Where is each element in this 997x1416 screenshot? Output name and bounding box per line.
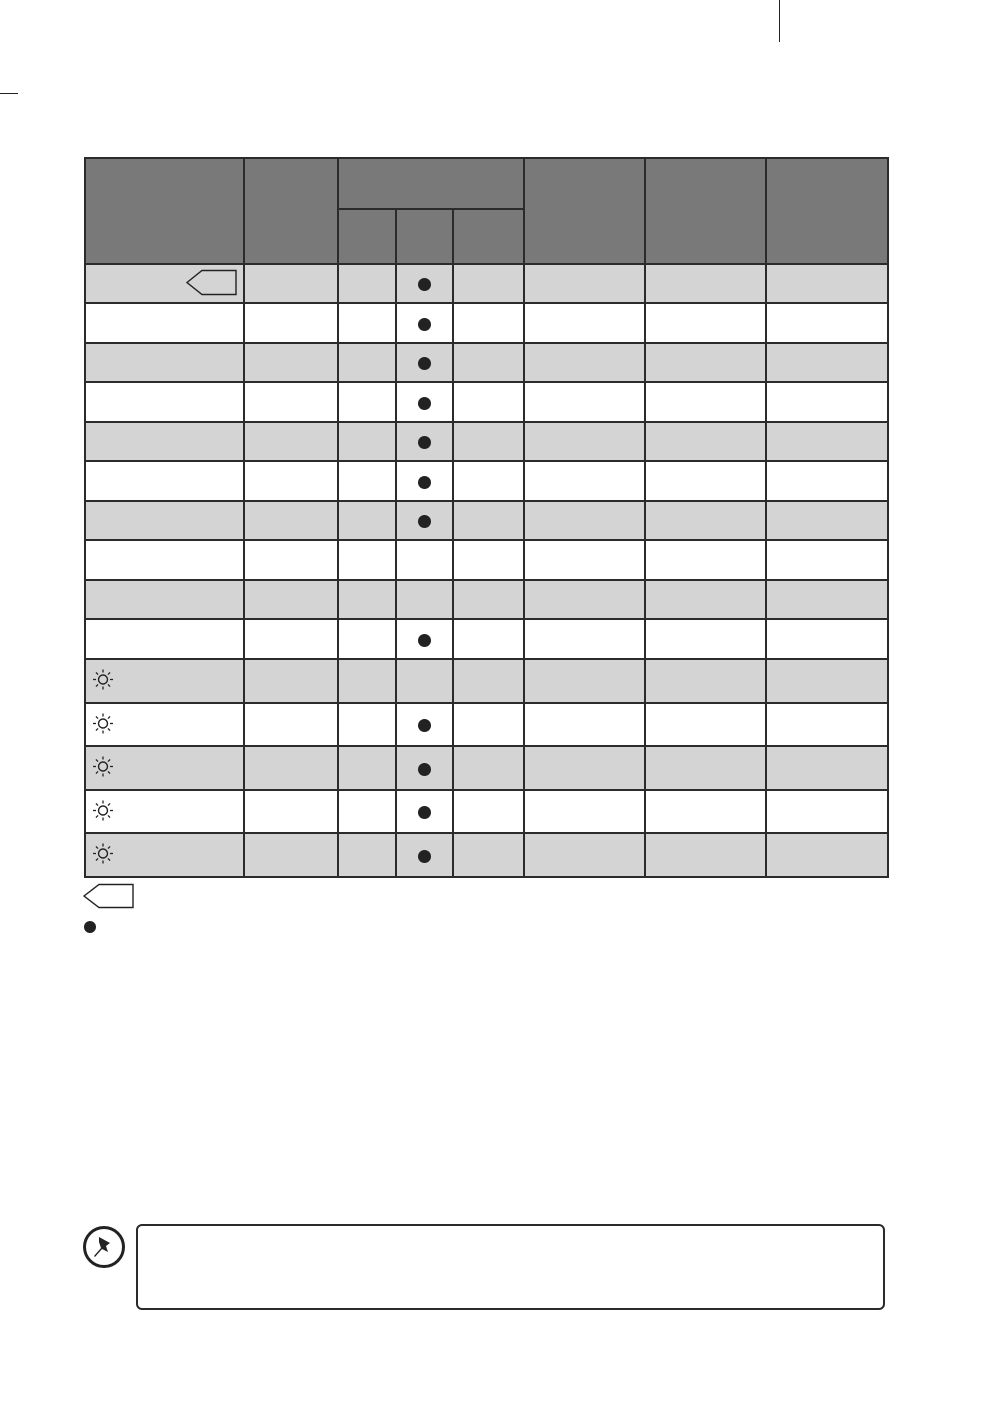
header-sub-2 bbox=[396, 209, 453, 264]
table-cell bbox=[85, 382, 244, 422]
table-cell bbox=[396, 790, 453, 833]
table-cell bbox=[338, 703, 396, 746]
table-cell bbox=[766, 422, 888, 461]
sun-icon bbox=[92, 843, 114, 868]
table-cell bbox=[453, 303, 524, 343]
table-cell bbox=[85, 264, 244, 303]
table-cell bbox=[524, 746, 645, 790]
table-cell bbox=[85, 746, 244, 790]
table-cell bbox=[524, 540, 645, 580]
filled-dot-icon bbox=[418, 515, 431, 528]
table-cell bbox=[396, 703, 453, 746]
header-col-6 bbox=[766, 158, 888, 264]
table-cell bbox=[524, 422, 645, 461]
table-cell bbox=[645, 580, 766, 619]
filled-dot-icon bbox=[418, 850, 431, 863]
table-cell bbox=[244, 833, 338, 877]
table-cell bbox=[396, 659, 453, 703]
table-cell bbox=[645, 343, 766, 382]
table-row bbox=[85, 382, 888, 422]
filled-dot-icon bbox=[418, 318, 431, 331]
table-cell bbox=[338, 619, 396, 659]
table-cell bbox=[85, 833, 244, 877]
table-row bbox=[85, 461, 888, 501]
table-cell bbox=[85, 580, 244, 619]
table-cell bbox=[645, 422, 766, 461]
table-cell bbox=[244, 264, 338, 303]
table-cell bbox=[766, 461, 888, 501]
table-cell bbox=[396, 619, 453, 659]
table-cell bbox=[645, 790, 766, 833]
pushpin-icon bbox=[82, 1225, 126, 1269]
table-cell bbox=[766, 382, 888, 422]
table-cell bbox=[766, 501, 888, 540]
table-cell bbox=[645, 382, 766, 422]
header-col-4 bbox=[524, 158, 645, 264]
table-cell bbox=[396, 343, 453, 382]
table-cell bbox=[453, 580, 524, 619]
table-cell bbox=[85, 501, 244, 540]
sun-icon bbox=[92, 712, 114, 737]
table-cell bbox=[645, 461, 766, 501]
crop-mark-top bbox=[779, 0, 780, 42]
table-cell bbox=[524, 659, 645, 703]
table-cell bbox=[453, 790, 524, 833]
header-col-1 bbox=[85, 158, 244, 264]
table-cell bbox=[524, 382, 645, 422]
table-row bbox=[85, 540, 888, 580]
table-cell bbox=[244, 659, 338, 703]
table-cell bbox=[645, 703, 766, 746]
table-row bbox=[85, 659, 888, 703]
table-cell bbox=[338, 382, 396, 422]
table-cell bbox=[338, 659, 396, 703]
table-cell bbox=[766, 746, 888, 790]
table-cell bbox=[85, 540, 244, 580]
filled-dot-icon bbox=[418, 357, 431, 370]
table-cell bbox=[766, 264, 888, 303]
header-sub-3 bbox=[453, 209, 524, 264]
table-cell bbox=[453, 746, 524, 790]
table-cell bbox=[396, 422, 453, 461]
table-cell bbox=[85, 343, 244, 382]
table-header bbox=[85, 158, 888, 264]
table-cell bbox=[338, 833, 396, 877]
table-cell bbox=[524, 343, 645, 382]
table-cell bbox=[338, 343, 396, 382]
table-cell bbox=[524, 790, 645, 833]
table-cell bbox=[645, 540, 766, 580]
table-row bbox=[85, 580, 888, 619]
table-cell bbox=[244, 343, 338, 382]
table-cell bbox=[453, 659, 524, 703]
filled-dot-icon bbox=[418, 763, 431, 776]
table-cell bbox=[766, 580, 888, 619]
spec-table bbox=[84, 157, 889, 878]
table-body bbox=[85, 264, 888, 877]
filled-dot-icon bbox=[418, 278, 431, 291]
table-cell bbox=[338, 264, 396, 303]
filled-dot-icon bbox=[418, 806, 431, 819]
filled-dot-icon bbox=[418, 476, 431, 489]
table-cell bbox=[244, 501, 338, 540]
table-cell bbox=[524, 619, 645, 659]
sun-icon bbox=[92, 756, 114, 781]
filled-dot-icon bbox=[418, 719, 431, 732]
table-cell bbox=[645, 659, 766, 703]
sun-icon bbox=[92, 799, 114, 824]
table-cell bbox=[524, 833, 645, 877]
table-cell bbox=[244, 619, 338, 659]
filled-dot-icon bbox=[418, 634, 431, 647]
table-cell bbox=[85, 659, 244, 703]
table-row bbox=[85, 746, 888, 790]
table-cell bbox=[244, 790, 338, 833]
table-row bbox=[85, 501, 888, 540]
table-cell bbox=[453, 540, 524, 580]
table-cell bbox=[396, 746, 453, 790]
table-row bbox=[85, 790, 888, 833]
header-col-5 bbox=[645, 158, 766, 264]
table-cell bbox=[766, 303, 888, 343]
table-row bbox=[85, 619, 888, 659]
table-cell bbox=[244, 461, 338, 501]
table-cell bbox=[338, 790, 396, 833]
filled-dot-icon bbox=[84, 921, 96, 933]
table-cell bbox=[453, 619, 524, 659]
table-cell bbox=[766, 703, 888, 746]
table-cell bbox=[645, 501, 766, 540]
table-cell bbox=[244, 422, 338, 461]
table-cell bbox=[244, 703, 338, 746]
table-cell bbox=[645, 746, 766, 790]
table-cell bbox=[396, 833, 453, 877]
table-cell bbox=[338, 422, 396, 461]
table-row bbox=[85, 264, 888, 303]
table-cell bbox=[85, 422, 244, 461]
table-cell bbox=[766, 659, 888, 703]
table-cell bbox=[453, 382, 524, 422]
table-cell bbox=[645, 303, 766, 343]
table-cell bbox=[338, 540, 396, 580]
table-cell bbox=[338, 746, 396, 790]
table-cell bbox=[453, 833, 524, 877]
table-cell bbox=[524, 703, 645, 746]
sun-icon bbox=[92, 669, 114, 694]
table-cell bbox=[244, 303, 338, 343]
note-box bbox=[136, 1224, 885, 1310]
table-cell bbox=[338, 461, 396, 501]
table-cell bbox=[85, 303, 244, 343]
header-sub-1 bbox=[338, 209, 396, 264]
table-cell bbox=[244, 382, 338, 422]
table-row bbox=[85, 343, 888, 382]
table-cell bbox=[85, 619, 244, 659]
filled-dot-icon bbox=[418, 397, 431, 410]
table-cell bbox=[766, 790, 888, 833]
table-cell bbox=[453, 461, 524, 501]
table-cell bbox=[766, 540, 888, 580]
table-row bbox=[85, 303, 888, 343]
table-cell bbox=[338, 303, 396, 343]
table-cell bbox=[453, 703, 524, 746]
tag-icon bbox=[83, 883, 135, 909]
table-cell bbox=[396, 382, 453, 422]
table-cell bbox=[396, 540, 453, 580]
header-group bbox=[338, 158, 524, 209]
table-cell bbox=[453, 343, 524, 382]
table-cell bbox=[85, 461, 244, 501]
table-cell bbox=[524, 461, 645, 501]
table-cell bbox=[396, 303, 453, 343]
table-cell bbox=[85, 703, 244, 746]
table-cell bbox=[524, 501, 645, 540]
table-cell bbox=[524, 303, 645, 343]
table-cell bbox=[453, 501, 524, 540]
table-cell bbox=[453, 264, 524, 303]
filled-dot-icon bbox=[418, 436, 431, 449]
table-cell bbox=[645, 833, 766, 877]
table-cell bbox=[766, 833, 888, 877]
table-cell bbox=[244, 580, 338, 619]
table-cell bbox=[524, 580, 645, 619]
crop-mark-left bbox=[0, 93, 18, 94]
table-cell bbox=[244, 540, 338, 580]
tag-icon bbox=[186, 268, 238, 299]
table-cell bbox=[396, 580, 453, 619]
table-cell bbox=[396, 461, 453, 501]
table-cell bbox=[645, 619, 766, 659]
table-cell bbox=[244, 746, 338, 790]
table-cell bbox=[338, 580, 396, 619]
table-row bbox=[85, 833, 888, 877]
table-cell bbox=[524, 264, 645, 303]
table-cell bbox=[85, 790, 244, 833]
table-cell bbox=[396, 264, 453, 303]
table-cell bbox=[453, 422, 524, 461]
table-cell bbox=[338, 501, 396, 540]
table-cell bbox=[645, 264, 766, 303]
table-cell bbox=[766, 619, 888, 659]
table-row bbox=[85, 422, 888, 461]
header-col-2 bbox=[244, 158, 338, 264]
table-row bbox=[85, 703, 888, 746]
table-cell bbox=[766, 343, 888, 382]
table-cell bbox=[396, 501, 453, 540]
